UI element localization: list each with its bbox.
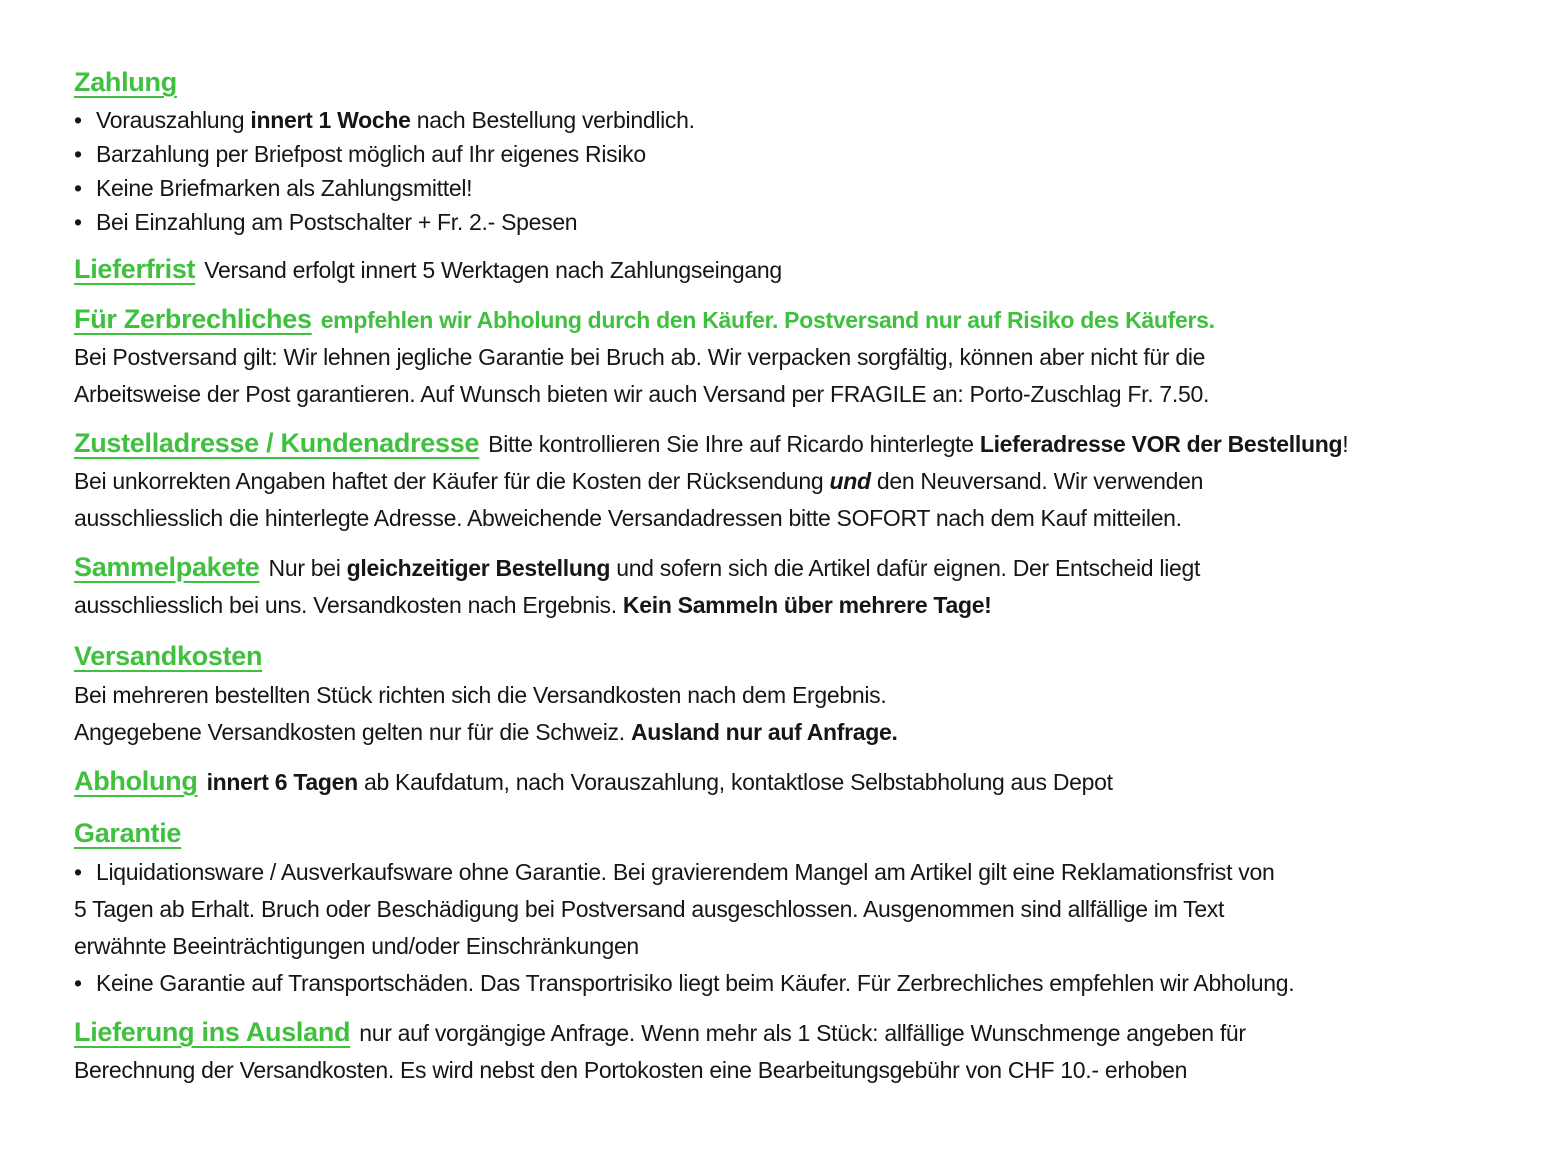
zahlung-bullet-1-bold: innert 1 Woche: [250, 107, 411, 133]
bullet-icon: •: [74, 141, 82, 167]
sammelpakete-heading-line: [74, 549, 1518, 587]
sammelpakete-line1-pre: Nur bei: [268, 555, 347, 581]
versandkosten-line2-pre: Angegebene Versandkosten gelten nur für die Schweiz.: [74, 719, 631, 745]
heading-versandkosten: Versandkosten: [74, 641, 263, 671]
abholung-line: [74, 763, 1518, 801]
zustelladresse-body-line-2: [74, 463, 1518, 500]
zahlung-bullet-4-text: Bei Einzahlung am Postschalter + Fr. 2.- Spesen: [96, 209, 578, 235]
bullet-icon: •: [74, 970, 82, 996]
ausland-line1-text: nur auf vorgängige Anfrage. Wenn mehr als 1 Stück: allfällige Wunschmenge angeben für: [359, 1020, 1246, 1046]
zerbrechliches-body-line-1: [74, 339, 1518, 376]
versandkosten-line1-text: Bei mehreren bestellten Stück richten sich die Versandkosten nach dem Ergebnis.: [74, 682, 887, 708]
section-lieferung-ins-ausland: [74, 1014, 1518, 1089]
zustelladresse-line2-pre: Bei unkorrekten Angaben haftet der Käufer für die Kosten der Rücksendung: [74, 468, 830, 494]
garantie-bullet-1-text-2: 5 Tagen ab Erhalt. Bruch oder Beschädigung bei Postversand ausgeschlossen. Ausgenommen sind allfällige im Text: [74, 896, 1225, 922]
zustelladresse-intro-pre: Bitte kontrollieren Sie Ihre auf Ricardo hinterlegte: [488, 431, 980, 457]
garantie-bullet-2: [74, 965, 1518, 1002]
zahlung-bullet-2: [74, 137, 1518, 171]
abholung-bold: innert 6 Tagen: [206, 769, 358, 795]
ausland-body-line-2: [74, 1052, 1518, 1089]
ausland-heading-line: [74, 1014, 1518, 1052]
section-abholung: [74, 763, 1518, 801]
zerbrechliches-body-line-2: [74, 376, 1518, 413]
garantie-bullet-2-text: Keine Garantie auf Transportschäden. Das Transportrisiko liegt beim Käufer. Für Zerbrechliches empfehlen wir Abholung.: [96, 970, 1295, 996]
zahlung-bullet-4: [74, 205, 1518, 239]
zahlung-bullet-3: [74, 171, 1518, 205]
zustelladresse-line2-bolditalic: und: [829, 468, 871, 494]
zahlung-bullet-1: [74, 103, 1518, 137]
sammelpakete-line2-pre: ausschliesslich bei uns. Versandkosten nach Ergebnis.: [74, 592, 623, 618]
heading-sammelpakete: Sammelpakete: [74, 552, 260, 582]
garantie-bullet-1-line-3: [74, 928, 1518, 965]
garantie-bullet-1-line-2: [74, 891, 1518, 928]
heading-lieferung-ins-ausland: Lieferung ins Ausland: [74, 1017, 351, 1047]
sammelpakete-body-line-2: [74, 587, 1518, 624]
garantie-bullet-1-text-3: erwähnte Beeinträchtigungen und/oder Einschränkungen: [74, 933, 639, 959]
heading-garantie: Garantie: [74, 818, 182, 848]
versandkosten-body-line-2: [74, 714, 1518, 751]
ausland-line2-text: Berechnung der Versandkosten. Es wird nebst den Portokosten eine Bearbeitungsgebühr von CHF 10.- erhoben: [74, 1057, 1188, 1083]
versandkosten-body-line-1: [74, 677, 1518, 714]
zustelladresse-line3-text: ausschliesslich die hinterlegte Adresse. Abweichende Versandadressen bitte SOFORT nach dem Kauf mitteilen.: [74, 505, 1182, 531]
garantie-bullet-1-line-1: [74, 854, 1518, 891]
bullet-icon: •: [74, 859, 82, 885]
section-lieferfrist: [74, 251, 1518, 289]
zerbrechliches-text-2: Arbeitsweise der Post garantieren. Auf Wunsch bieten wir auch Versand per FRAGILE an: Porto-Zuschlag Fr. 7.50.: [74, 381, 1210, 407]
heading-line-zahlung: [74, 62, 1518, 103]
heading-abholung: Abholung: [74, 766, 198, 796]
zerbrechliches-text-1: Bei Postversand gilt: Wir lehnen jegliche Garantie bei Bruch ab. Wir verpacken sorgfältig, können aber nicht für die: [74, 344, 1206, 370]
zustelladresse-body-line-3: [74, 500, 1518, 537]
heading-lieferfrist: Lieferfrist: [74, 254, 196, 284]
zerbrechliches-subheading: empfehlen wir Abholung durch den Käufer. Postversand nur auf Risiko des Käufers.: [320, 307, 1215, 333]
bullet-icon: •: [74, 209, 82, 235]
zustelladresse-intro-bold: Lieferadresse VOR der Bestellung: [979, 431, 1343, 457]
zahlung-bullet-1-pre: Vorauszahlung: [96, 107, 251, 133]
sammelpakete-line1-post: und sofern sich die Artikel dafür eignen. Der Entscheid liegt: [610, 555, 1201, 581]
section-zustelladresse: [74, 425, 1518, 537]
heading-zahlung: Zahlung: [74, 67, 177, 97]
zerbrechliches-heading-line: [74, 301, 1518, 339]
garantie-bullet-1-text-1: Liquidationsware / Ausverkaufsware ohne Garantie. Bei gravierendem Mangel am Artikel gilt eine Reklamationsfrist von: [96, 859, 1275, 885]
zustelladresse-heading-line: [74, 425, 1518, 463]
lieferfrist-line: [74, 251, 1518, 289]
versandkosten-heading-line: [74, 636, 1518, 677]
zahlung-bullet-1-post: nach Bestellung verbindlich.: [410, 107, 695, 133]
section-sammelpakete: [74, 549, 1518, 624]
garantie-heading-line: [74, 813, 1518, 854]
zustelladresse-line2-post: den Neuversand. Wir verwenden: [870, 468, 1204, 494]
section-zahlung: [74, 62, 1518, 239]
zahlung-bullet-3-text: Keine Briefmarken als Zahlungsmittel!: [96, 175, 473, 201]
section-garantie: [74, 813, 1518, 1002]
heading-zustelladresse: Zustelladresse / Kundenadresse: [74, 428, 480, 458]
abholung-text: ab Kaufdatum, nach Vorauszahlung, kontaktlose Selbstabholung aus Depot: [357, 769, 1113, 795]
zustelladresse-intro-end: !: [1342, 431, 1349, 457]
sammelpakete-line2-bold: Kein Sammeln über mehrere Tage!: [622, 592, 992, 618]
section-versandkosten: [74, 636, 1518, 751]
sammelpakete-line1-bold: gleichzeitiger Bestellung: [346, 555, 611, 581]
heading-zerbrechliches: Für Zerbrechliches: [74, 304, 312, 334]
bullet-icon: •: [74, 175, 82, 201]
section-zerbrechliches: [74, 301, 1518, 413]
bullet-icon: •: [74, 107, 82, 133]
lieferfrist-text: Versand erfolgt innert 5 Werktagen nach Zahlungseingang: [204, 257, 782, 283]
versandkosten-line2-bold: Ausland nur auf Anfrage.: [630, 719, 898, 745]
zahlung-bullet-2-text: Barzahlung per Briefpost möglich auf Ihr eigenes Risiko: [96, 141, 646, 167]
